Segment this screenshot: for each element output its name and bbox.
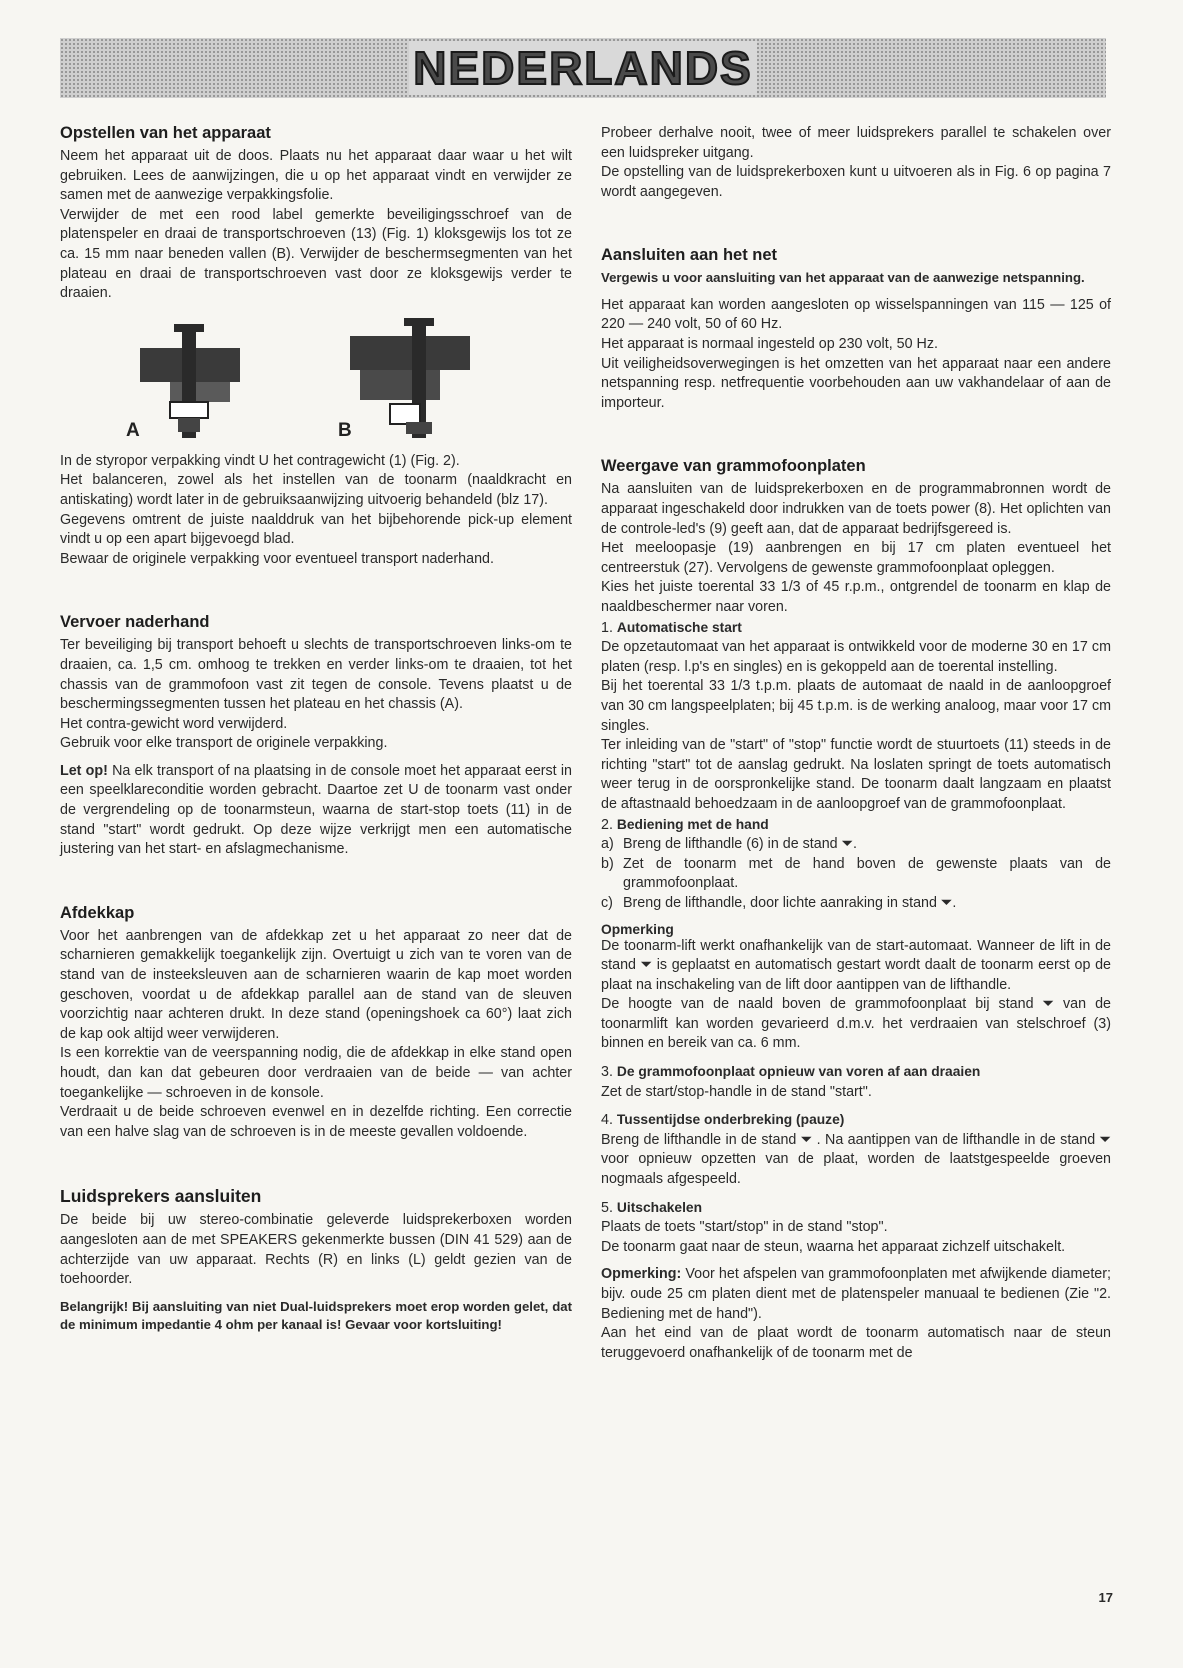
subsection-number: 1.: [601, 619, 617, 636]
paragraph: Is een korrektie van de veerspanning nodig, die de afdekkap in elke stand open houdt, dan kan dat gebeuren door verdraaien van de beide — van achter toegankelijke — schroeven in de konsole.: [60, 1045, 572, 1101]
subsection-number: 3.: [601, 1064, 617, 1081]
subsection-number: 2.: [601, 816, 617, 833]
section-title-weergave: Weergave van grammofoonplaten: [601, 457, 866, 476]
subsection-heading: [601, 815, 1111, 836]
list-marker: b): [601, 855, 614, 872]
left-column: [60, 124, 572, 1335]
paragraph: Ter inleiding van de "start" of "stop" functie wordt de stuurtoets (11) steeds in de richting "start" tot de aanslag gedrukt. Na loslaten springt de toets automatisch weer terug in de oorspronkelijke stand. De toonarm daalt langzaam en plaatst de aftastnaald behoedzaam in de aanloopgroef van de grammofoonplaat.: [601, 737, 1111, 812]
list-item: [601, 855, 1111, 894]
note-label: Let op!: [60, 762, 108, 779]
paragraph: Kies het juiste toerental 33 1/3 of 45 r.p.m., ontgrendel de toonarm en klap de naaldbeschermer naar voren.: [601, 579, 1111, 615]
subsection-heading: [601, 1110, 1111, 1131]
subsection-title: Bediening met de hand: [616, 816, 769, 832]
paragraph-note: [601, 1265, 1111, 1324]
subsection-heading: [601, 1198, 1111, 1219]
paragraph: Het meeloopasje (19) aanbrengen en bij 17 cm platen eventueel het centreerstuk (27). Vervolgens de gewenste grammofoonplaat opleggen.: [601, 540, 1111, 576]
warning-text: Vergewis u voor aansluiting van het apparaat van de aanwezige netspanning.: [601, 270, 1085, 286]
section-title-aansluiten-net: Aansluiten aan het net: [601, 246, 778, 265]
paragraph: De beide bij uw stereo-combinatie geleverde luidsprekerboxen worden aangesloten aan de met SPEAKERS gekenmerkte bussen (DIN 41 529) aan de achterzijde van uw apparaat. Rechts (R) en links (L) geldt gezien van de toehoorder.: [60, 1212, 572, 1288]
section-title-opstellen: Opstellen van het apparaat: [60, 124, 271, 142]
note-text: Voor het afspelen van grammofoonplaten met afwijkende diameter; bijv. oude 25 cm platen dient met de platenspeler manuaal te bedienen (Zie "2. Bediening met de hand").: [601, 1266, 1111, 1322]
page-number: 17: [1098, 1590, 1113, 1605]
paragraph: Na aansluiten van de luidsprekerboxen en de programmabronnen wordt de apparaat ingeschakeld door indrukken van de toets power (8). Het oplichten van de controle-led's (9) geeft aan, dat de apparaat bedrijfsgereed is.: [601, 481, 1111, 537]
paragraph: Uit veiligheidsoverwegingen is het omzetten van het apparaat naar een andere netspanning resp. netfrequentie voorbehouden aan uw vakhandelaar of aan de importeur.: [601, 355, 1111, 411]
paragraph: Gegevens omtrent de juiste naalddruk van het bijbehorende pick-up element vindt u op een apart bijgevoegd blad.: [60, 511, 572, 548]
list-item: [601, 835, 1111, 855]
figure-label-a: A: [126, 419, 140, 441]
paragraph: Probeer derhalve nooit, twee of meer luidsprekers parallel te schakelen over een luidspreker uitgang.: [601, 125, 1111, 161]
note-label: Opmerking:: [601, 1266, 682, 1283]
subsection-number: 4.: [601, 1112, 617, 1129]
paragraph: De toonarm gaat naar de steun, waarna het apparaat zichzelf uitschakelt.: [601, 1238, 1066, 1255]
language-banner: [60, 38, 1106, 98]
paragraph: Gebruik voor elke transport de originele verpakking.: [60, 735, 388, 752]
paragraph: De hoogte van de naald boven de grammofoonplaat bij stand ⏷ van de toonarmlift kan worden gevarieerd d.m.v. het verdraaien van stelschroef (3) binnen en bereik van ca. 6 mm.: [601, 996, 1111, 1052]
paragraph: Het balanceren, zowel als het instellen van de toonarm (naaldkracht en antiskating) wordt later in de gebruiksaanwijzing uitvoerig behandeld (blz 17).: [60, 472, 572, 508]
subsection-heading: [601, 1062, 1111, 1083]
section-title-afdekkap: Afdekkap: [60, 903, 135, 922]
transport-screw-figure: [60, 318, 572, 446]
figure-label-b: B: [338, 419, 352, 441]
paragraph: De opzetautomaat van het apparaat is ontwikkeld voor de moderne 30 en 17 cm platen (resp. l.p's en singles) en is gekoppeld aan de toerental instelling.: [601, 639, 1111, 675]
paragraph: Bij het toerental 33 1/3 t.p.m. plaats de automaat de naald in de aanloopgroef van 30 cm langspeelplaten; bij 45 t.p.m. is de werking analoog, maar voor 17 cm singles.: [601, 678, 1111, 734]
subsection-title: Automatische start: [616, 619, 742, 635]
subsection-title: Uitschakelen: [616, 1199, 703, 1215]
section-title-vervoer: Vervoer naderhand: [60, 613, 210, 632]
note-text: Na elk transport of na plaatsing in de console moet het apparaat eerst in een speelklareconditie worden gebracht. Daartoe zet U de toonarm vast onder de vergrendeling op de toonarmsteun, waarna de start-stop toets (11) in de stand "start" wordt gedrukt. Op deze wijze verkrijgt men een automatische justering van het start- en afslagmechanisme.: [60, 762, 572, 858]
paragraph: Bewaar de originele verpakking voor eventueel transport naderhand.: [60, 550, 494, 567]
paragraph: Neem het apparaat uit de doos. Plaats nu het apparaat daar waar u het wilt gebruiken. Lees de aanwijzingen, die u op het apparaat vindt en verwijder ze samen met de aanwezige verpakkingsfolie.: [60, 148, 572, 204]
paragraph: Plaats de toets "start/stop" in de stand "stop".: [601, 1219, 888, 1236]
right-column: [601, 124, 1111, 1363]
list-text: Zet de toonarm met de hand boven de gewenste plaats van de grammofoonplaat.: [623, 855, 1111, 892]
subsection-heading: [601, 618, 1111, 639]
list-text: Breng de lifthandle (6) in de stand ⏷.: [623, 836, 857, 853]
paragraph: Verdraait u de beide schroeven evenwel en in dezelfde richting. Een correctie van een halve slag van de schroeven is in de meeste gevallen voldoende.: [60, 1104, 572, 1140]
subsection-title: Tussentijdse onderbreking (pauze): [616, 1112, 845, 1128]
subsection-title: De grammofoonplaat opnieuw van voren af aan draaien: [616, 1064, 981, 1080]
paragraph: Het apparaat is normaal ingesteld op 230 volt, 50 Hz.: [601, 336, 938, 353]
warning-text: Belangrijk! Bij aansluiting van niet Dual-luidsprekers moet erop worden gelet, dat de minimum impedantie 4 ohm per kanaal is! Gevaar voor kortsluiting!: [60, 1298, 572, 1333]
paragraph: Ter beveiliging bij transport behoeft u slechts de transportschroeven links-om te draaien, ca. 1,5 cm. omhoog te trekken en verder links-om te draaien, tot het chassis van de grammofoon vast zit tegen de console. Tevens plaatst u de beschermingssegmenten tussen het plateau en het chassis (A).: [60, 637, 572, 713]
banner-title: NEDERLANDS: [409, 41, 756, 95]
list-text: Breng de lifthandle, door lichte aanraking in stand ⏷.: [623, 894, 957, 911]
paragraph: Verwijder de met een rood label gemerkte beveiligingsschroef van de platenspeler en draai de transportschroeven (13) (Fig. 1) kloksgewijs los tot ze ca. 15 mm naar beneden vallen (B). Verwijder de beschermsegmenten van het plateau en draai de transportschroeven vast door ze kloksgewijs verder te draaien.: [60, 206, 572, 302]
paragraph: Voor het aanbrengen van de afdekkap zet u het apparaat zo neer dat de scharnieren gemakkelijk toegankelijk zijn. Overtuigt u zich van te voren van de stand van de insteeksleuven aan de scharnieren waarin de kap moet worden geschoven, voordat u de afdekkap parallel aan de stand van de sleuven voorzichtig naar achteren drukt. In deze stand (openingshoek ca 60°) laat zich de kap ook altijd weer verwijderen.: [60, 927, 572, 1042]
paragraph: In de styropor verpakking vindt U het contragewicht (1) (Fig. 2).: [60, 452, 460, 469]
list-item: [601, 894, 1111, 914]
paragraph: Zet de start/stop-handle in de stand "start".: [601, 1083, 872, 1100]
paragraph: Het apparaat kan worden aangesloten op wisselspanningen van 115 — 125 of 220 — 240 volt, 50 of 60 Hz.: [601, 296, 1111, 333]
list-marker: a): [601, 836, 614, 853]
paragraph: Aan het eind van de plaat wordt de toonarm automatisch naar de steun teruggevoerd onafhankelijk of de toonarm met de: [601, 1325, 1111, 1361]
subsection-number: 5.: [601, 1199, 617, 1216]
paragraph: Breng de lifthandle in de stand ⏷ . Na aantippen van de lifthandle in de stand ⏷ voor opnieuw opzetten van de plaat, worden de laatstgespeelde groeven nogmaals afgespeeld.: [601, 1131, 1111, 1188]
paragraph: De opstelling van de luidsprekerboxen kunt u uitvoeren als in Fig. 6 op pagina 7 wordt aangegeven.: [601, 164, 1111, 200]
paragraph-note: [60, 762, 572, 860]
paragraph: Het contra-gewicht word verwijderd.: [60, 715, 288, 732]
section-title-luidsprekers: Luidsprekers aansluiten: [60, 1186, 262, 1207]
paragraph: De toonarm-lift werkt onafhankelijk van de start-automaat. Wanneer de lift in de stand ⏷ is geplaatst en automatisch gestart wordt daalt de toonarm eerst op de plaat na inschakeling van de lift door aantippen van de lifthandle.: [601, 937, 1111, 993]
note-heading: Opmerking: [601, 921, 674, 937]
list-marker: c): [601, 894, 613, 911]
